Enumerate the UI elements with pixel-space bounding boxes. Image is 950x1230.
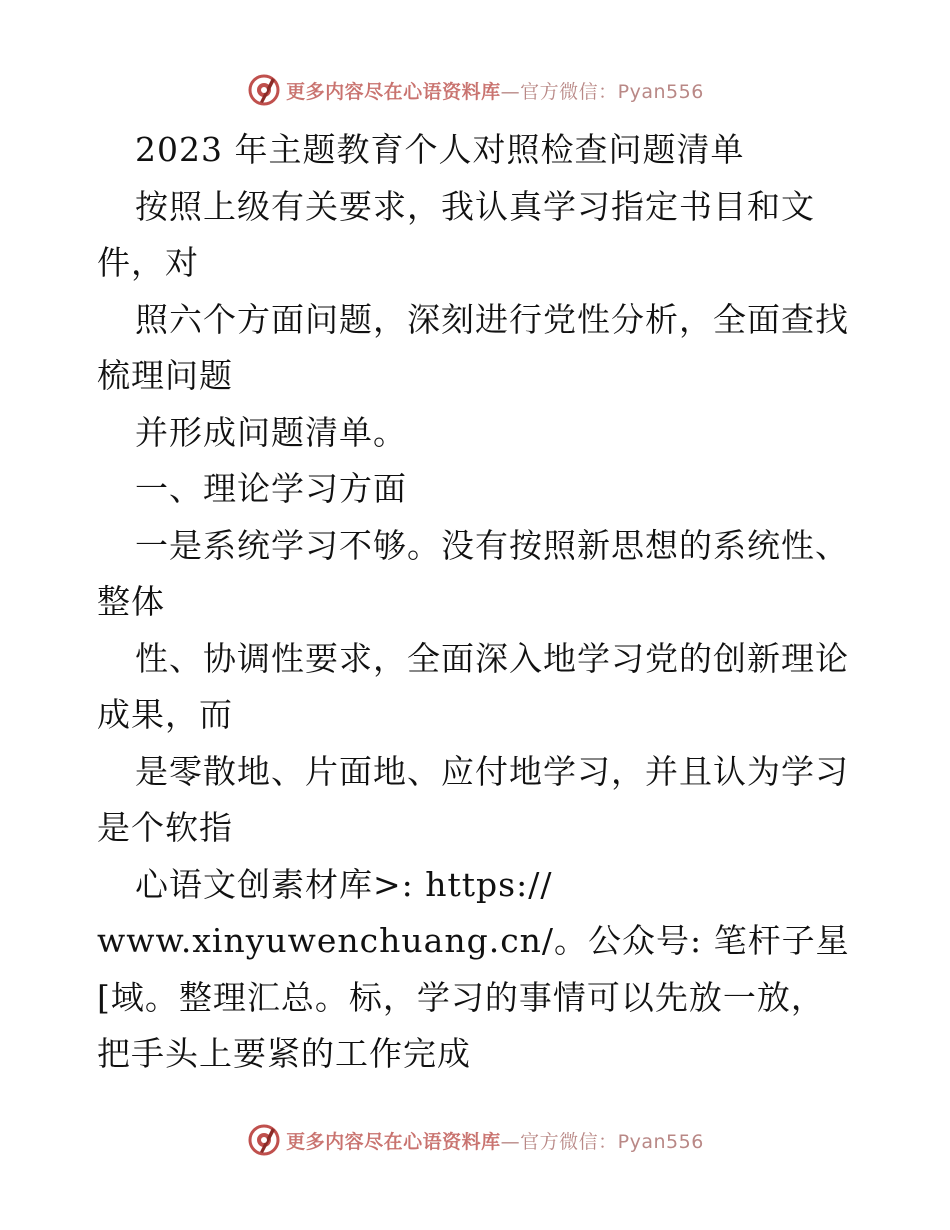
section-heading: 一、理论学习方面 (135, 469, 407, 508)
watermark-library-text: 更多内容尽在心语资料库 (286, 1130, 501, 1153)
paragraph-line: 性、协调性要求，全面深入地学习党的创新理论 (135, 638, 849, 678)
paragraph-line: www.xinyuwenchuang.cn/。公众号: 笔杆子星 (97, 921, 850, 960)
document-title: 2023 年主题教育个人对照检查问题清单 (135, 130, 745, 169)
watermark-header (0, 70, 950, 110)
paragraph-line: 照六个方面问题，深刻进行党性分析，全面查找 (135, 299, 849, 339)
paragraph-line: 把手头上要紧的工作完成 (97, 1034, 471, 1073)
watermark-text (286, 77, 704, 104)
watermark-wechat-text: —官方微信：Pyan556 (500, 1130, 704, 1153)
paragraph-line: 件，对 (97, 243, 199, 282)
paragraph-line: 成果，而 (97, 695, 233, 734)
paragraph-line: 按照上级有关要求，我认真学习指定书目和文 (135, 186, 815, 226)
watermark-footer (0, 1120, 950, 1160)
paragraph-line: 一是系统学习不够。没有按照新思想的系统性、 (135, 525, 849, 565)
paragraph-line: 梳理问题 (97, 356, 233, 395)
document-body (97, 122, 857, 1083)
watermark-wechat-text: —官方微信：Pyan556 (500, 80, 704, 103)
paragraph-line: 是零散地、片面地、应付地学习，并且认为学习 (135, 751, 849, 791)
watermark-text (286, 1127, 704, 1154)
watermark-library-text: 更多内容尽在心语资料库 (286, 80, 501, 103)
quill-pen-seal-icon (246, 1122, 282, 1158)
paragraph-line: 心语文创素材库>: https:// (135, 864, 553, 904)
paragraph-line: [域。整理汇总。标，学习的事情可以先放一放， (97, 977, 825, 1017)
paragraph-line: 整体 (97, 582, 165, 621)
paragraph-line: 是个软指 (97, 808, 233, 847)
quill-pen-seal-icon (246, 72, 282, 108)
paragraph-line: 并形成问题清单。 (135, 412, 407, 452)
